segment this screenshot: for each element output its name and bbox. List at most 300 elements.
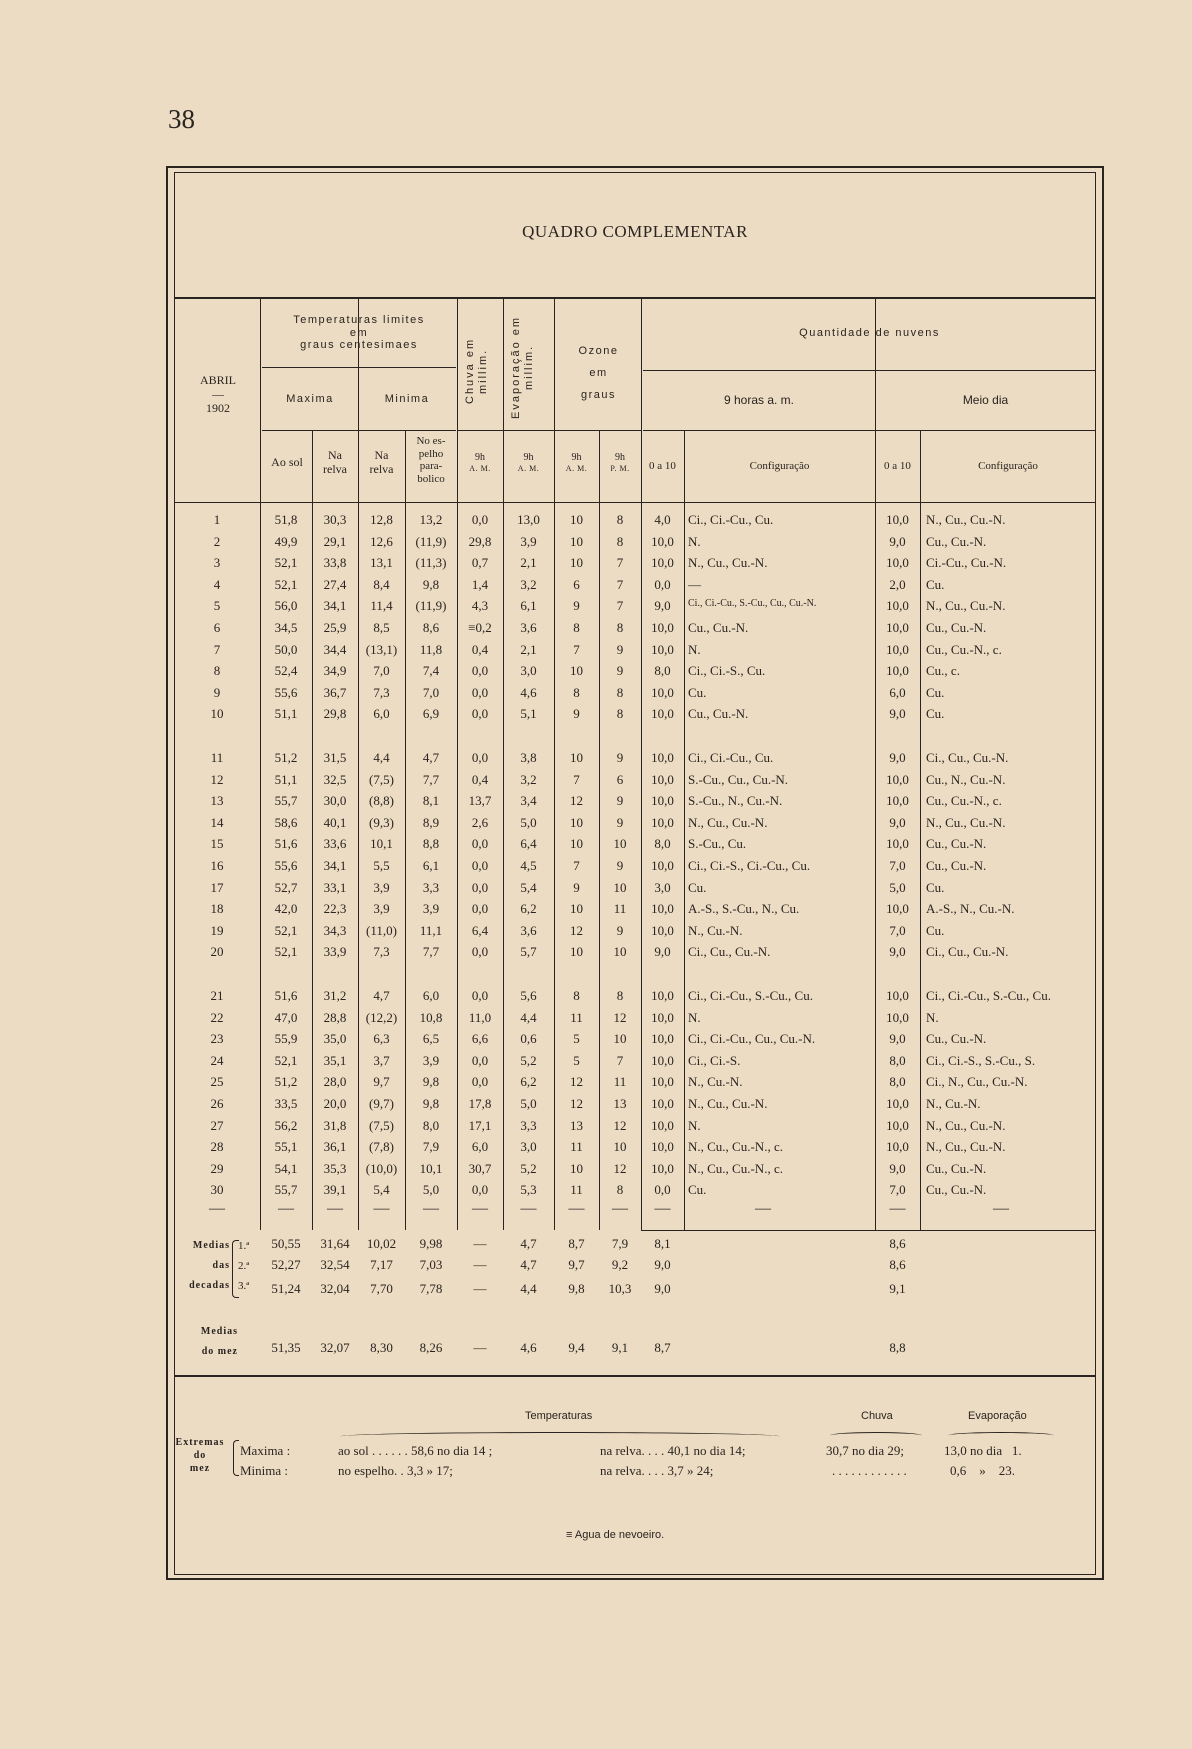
table-cell: 5,2 — [520, 1052, 537, 1068]
label-line: Medias — [192, 1240, 230, 1251]
table-cell: 3,9 — [373, 879, 390, 895]
table-cell: 10 — [613, 944, 627, 960]
medias-cell: 8,6 — [889, 1236, 906, 1251]
table-cell: 51,6 — [274, 988, 298, 1003]
table-cell: 8,0 — [654, 836, 671, 852]
table-cell: 13,1 — [370, 555, 393, 571]
min-relva: na relva. . . . 3,7 » 24; — [600, 1463, 714, 1478]
table-cell: 10 — [210, 706, 224, 722]
table-cell: 2 — [213, 533, 221, 549]
table-cell: (7,5) — [369, 771, 394, 787]
table-cell: 32,5 — [323, 771, 347, 787]
table-row — [174, 880, 1096, 901]
table-cell: Cu., Cu.-N. — [688, 620, 749, 635]
table-row — [174, 1096, 1096, 1117]
table-cell: 8 — [616, 988, 624, 1003]
table-cell: 7 — [573, 641, 580, 657]
medias-cell: — — [473, 1256, 487, 1272]
col-line: 9h — [523, 452, 534, 463]
table-cell: (11,3) — [415, 555, 447, 571]
table-cell: 7,3 — [373, 684, 390, 700]
table-cell: 51,1 — [274, 771, 298, 787]
table-cell: 10,0 — [886, 1096, 909, 1111]
table-cell: 4,4 — [520, 1009, 537, 1025]
medias-mez-label — [166, 1322, 238, 1362]
maxima-label: Maxima : — [240, 1443, 291, 1458]
table-cell: 51,2 — [274, 750, 298, 765]
table-cell: Ci., Ci.-Cu., S.-Cu., Cu., Cu.-N. — [688, 598, 817, 610]
table-cell: 10,0 — [886, 555, 909, 571]
medias-cell: 7,03 — [419, 1256, 443, 1272]
table-cell: 22,3 — [323, 901, 347, 917]
table-cell: Cu., Cu.-N. — [926, 1160, 987, 1176]
table-cell: Cu., c. — [926, 663, 960, 679]
table-cell: 9 — [616, 641, 624, 657]
temps-group-line: graus centesimaes — [300, 339, 418, 352]
table-cell: 56,0 — [274, 598, 298, 614]
label-line: mez — [189, 1463, 211, 1474]
col-line: Na — [374, 448, 389, 462]
table-cell: 3,3 — [422, 879, 440, 895]
col-line: 9h — [571, 452, 582, 463]
table-cell: 7,0 — [889, 922, 906, 938]
table-cell: 9 — [573, 706, 580, 722]
table-cell: 2,1 — [520, 555, 537, 571]
table-cell: 10,0 — [651, 684, 674, 700]
table-cell: 5,4 — [373, 1182, 390, 1198]
table-cell: 10,0 — [651, 922, 674, 938]
table-cell: 33,8 — [323, 555, 347, 571]
label-line: do — [193, 1450, 207, 1461]
table-cell: 9,8 — [422, 1096, 440, 1111]
table-cell: 6,3 — [373, 1031, 390, 1047]
table-cell: 8,4 — [373, 576, 390, 592]
table-row — [174, 577, 1096, 598]
table-cell: 52,7 — [274, 879, 298, 895]
extremas-top-rule — [174, 1375, 1096, 1377]
maxima-header: Maxima — [286, 393, 334, 405]
table-cell: N., Cu.-N. — [688, 1074, 743, 1090]
table-cell: 2,0 — [889, 576, 906, 592]
col-line: No es- — [416, 435, 446, 447]
table-cell: 52,1 — [274, 922, 298, 938]
table-cell: Ci., Ci.-Cu., Cu. — [688, 512, 774, 527]
table-cell: 10 — [570, 944, 583, 960]
table-cell: 7,7 — [422, 771, 440, 787]
table-cell: Cu., Cu.-N. — [926, 620, 987, 635]
table-cell: (11,9) — [415, 598, 447, 614]
medias-cell: 9,1 — [889, 1281, 906, 1296]
table-cell: 29,1 — [323, 533, 347, 549]
medias-cell: 9,7 — [568, 1256, 585, 1272]
table-cell: 8 — [616, 1182, 624, 1198]
table-cell: 36,7 — [323, 684, 347, 700]
medias-cell: 9,8 — [568, 1281, 585, 1296]
table-cell: N., Cu., Cu.-N. — [926, 1139, 1006, 1155]
table-cell: 10 — [570, 814, 583, 830]
table-cell: 12,8 — [370, 512, 393, 527]
ozone-line: Ozone — [578, 345, 619, 357]
table-cell: 10,0 — [651, 706, 674, 722]
table-cell: 8,0 — [889, 1052, 906, 1068]
table-cell: 51,8 — [274, 512, 298, 527]
col-0a10-am: 0 a 10 — [649, 460, 676, 472]
table-cell: 10,0 — [651, 901, 674, 917]
table-cell: Cu., Cu.-N., c. — [926, 641, 1002, 657]
table-cell: 10,0 — [651, 771, 674, 787]
nuvens-meio-header: Meio dia — [962, 393, 1009, 407]
table-row — [174, 706, 1096, 727]
table-cell: 9 — [616, 814, 624, 830]
table-cell: N. — [688, 1117, 701, 1133]
table-row — [174, 750, 1096, 771]
table-cell: 19 — [210, 922, 224, 938]
table-cell: 12 — [570, 1096, 583, 1111]
table-row — [174, 663, 1096, 684]
col-line: pelho — [418, 447, 444, 460]
table-row — [174, 534, 1096, 555]
medias-cell: 7,78 — [419, 1281, 443, 1296]
table-cell: 5,4 — [520, 879, 537, 895]
table-cell: 0,0 — [471, 879, 489, 895]
table-cell: 8,8 — [422, 836, 440, 852]
table-cell: 23 — [210, 1031, 224, 1047]
table-cell: 9 — [213, 684, 221, 700]
table-cell: 10,0 — [651, 1160, 674, 1176]
table-cell: 40,1 — [323, 814, 347, 830]
table-cell: 0,7 — [471, 555, 489, 571]
table-cell: 11 — [570, 1139, 583, 1155]
table-cell: 10,0 — [886, 901, 909, 917]
table-cell: 52,1 — [274, 1052, 298, 1068]
col-line: relva — [323, 461, 347, 476]
table-cell: 51,1 — [274, 706, 298, 722]
table-row — [174, 1053, 1096, 1074]
table-cell: 34,3 — [323, 922, 347, 938]
medias-cell: 9,0 — [654, 1256, 671, 1272]
table-cell: 11 — [613, 901, 627, 917]
table-cell: 10,0 — [651, 1117, 674, 1133]
table-row — [174, 598, 1096, 619]
table-cell: 5,5 — [373, 858, 390, 873]
table-cell: 5,7 — [520, 944, 537, 960]
table-cell: N., Cu., Cu.-N. — [688, 1096, 768, 1111]
table-cell: 3,8 — [520, 750, 537, 765]
table-cell: 6,4 — [471, 922, 489, 938]
table-cell: Ci., Ci.-S., Cu. — [688, 663, 766, 679]
table-cell: 20,0 — [323, 1096, 347, 1111]
col-line: A. M. — [469, 463, 491, 473]
page-number: 38 — [168, 104, 195, 134]
medias-cell: 4,7 — [520, 1236, 537, 1251]
medias-cell: 8,8 — [889, 1340, 906, 1355]
table-cell: 0,0 — [654, 576, 671, 592]
table-cell: 8 — [616, 512, 624, 527]
table-cell: 3,0 — [520, 1139, 537, 1155]
table-cell: 0,0 — [654, 1182, 671, 1198]
table-cell: Ci., Ci.-S., Ci.-Cu., Cu. — [688, 858, 811, 873]
table-cell: Cu., Cu.-N. — [926, 1031, 987, 1047]
table-cell: 5,0 — [520, 1096, 537, 1111]
table-cell: 52,1 — [274, 944, 298, 960]
label-line: decadas — [189, 1280, 230, 1291]
dash-mark: — — [993, 1200, 1009, 1217]
table-cell: 8 — [616, 620, 624, 635]
table-cell: 10,1 — [370, 836, 393, 852]
table-cell: Ci., Ci.-S., S.-Cu., S. — [926, 1052, 1036, 1068]
table-cell: 6,0 — [422, 988, 440, 1003]
medias-cell: 4,7 — [520, 1256, 537, 1272]
dash-mark: — — [373, 1200, 390, 1217]
table-cell: 12 — [613, 1117, 627, 1133]
table-cell: 35,1 — [323, 1052, 347, 1068]
table-cell: 10,0 — [886, 1009, 909, 1025]
table-cell: 10 — [570, 836, 583, 852]
medias-top-rule — [641, 1230, 1096, 1231]
table-cell: 9,0 — [889, 944, 906, 960]
table-cell: Ci., Ci.-Cu., Cu., Cu.-N. — [688, 1031, 816, 1047]
table-cell: 10 — [570, 750, 583, 765]
table-cell: 5 — [573, 1052, 580, 1068]
table-cell: 10,0 — [886, 988, 909, 1003]
table-cell: N., Cu.-N. — [688, 922, 743, 938]
table-row — [174, 642, 1096, 663]
table-row — [174, 512, 1096, 533]
table-cell: 3,9 — [422, 1052, 440, 1068]
nuvens-header: Quantidade de nuvens — [799, 327, 940, 339]
table-cell: 29 — [210, 1160, 224, 1176]
table-cell: 31,8 — [323, 1117, 347, 1133]
table-cell: 10,0 — [886, 512, 909, 527]
table-cell: 9,8 — [422, 1074, 440, 1090]
table-cell: 7 — [616, 598, 624, 614]
table-cell: N., Cu., Cu.-N. — [926, 1117, 1006, 1133]
table-cell: 27,4 — [323, 576, 347, 592]
col-line: relva — [369, 461, 394, 476]
medias-cell: 8,30 — [370, 1340, 393, 1355]
table-cell: Cu., Cu.-N. — [926, 1182, 987, 1198]
table-cell: 6,2 — [520, 1074, 537, 1090]
table-cell: 47,0 — [274, 1009, 298, 1025]
table-row — [174, 772, 1096, 793]
table-cell: 13 — [210, 793, 224, 809]
table-cell: 5 — [213, 598, 221, 614]
table-cell: 52,4 — [274, 663, 298, 679]
min-chuva: . . . . . . . . . . . . — [832, 1463, 907, 1478]
table-cell: 20 — [210, 944, 224, 960]
table-cell: N., Cu., Cu.-N. — [926, 814, 1006, 830]
table-cell: 8,9 — [422, 814, 440, 830]
dash-mark: — — [654, 1200, 671, 1217]
table-cell: (8,8) — [369, 793, 394, 809]
table-cell: 55,7 — [274, 1182, 298, 1198]
table-cell: 8 — [616, 533, 624, 549]
medias-row — [174, 1236, 1096, 1257]
table-cell: 10,0 — [886, 620, 909, 635]
table-cell: 9 — [616, 750, 624, 765]
table-cell: 0,0 — [471, 1074, 489, 1090]
table-cell: 24 — [210, 1052, 224, 1068]
table-cell: Ci.-Cu., Cu.-N. — [926, 555, 1007, 571]
dash-mark: — — [423, 1200, 439, 1217]
table-cell: 10,0 — [651, 1074, 674, 1090]
table-cell: 10,0 — [886, 1139, 909, 1155]
table-cell: 7 — [616, 576, 624, 592]
table-cell: 8,0 — [889, 1074, 906, 1090]
table-cell: 9 — [616, 858, 624, 873]
table-cell: 8,0 — [422, 1117, 440, 1133]
table-cell: 28,0 — [323, 1074, 347, 1090]
col-line: A. M. — [517, 463, 540, 473]
table-cell: 10,0 — [651, 1096, 674, 1111]
table-cell: 30,7 — [468, 1160, 492, 1176]
table-cell: 5 — [573, 1031, 580, 1047]
table-cell: 3,0 — [520, 663, 537, 679]
table-cell: — — [688, 576, 701, 592]
table-cell: 0,4 — [471, 641, 489, 657]
table-cell: 13 — [613, 1096, 627, 1111]
table-cell: 10,0 — [886, 641, 909, 657]
table-cell: 6,1 — [520, 598, 537, 614]
table-cell: Ci., Ci.-Cu., Cu. — [688, 750, 774, 765]
table-cell: 8,5 — [373, 620, 390, 635]
medias-cell: 8,6 — [889, 1256, 906, 1272]
temps-group-line: Temperaturas limites — [293, 314, 425, 326]
table-cell: 11 — [210, 750, 224, 765]
table-cell: 3 — [213, 555, 221, 571]
table-cell: 34,1 — [323, 858, 347, 873]
table-cell: 30,3 — [323, 512, 347, 527]
table-cell: 10 — [570, 533, 583, 549]
table-cell: 7 — [616, 555, 624, 571]
medias-cell: 8,26 — [419, 1340, 443, 1355]
table-cell: 6,4 — [520, 836, 537, 852]
table-cell: 10,0 — [886, 1117, 909, 1133]
extremas-brace — [233, 1440, 239, 1476]
table-title: QUADRO COMPLEMENTAR — [522, 222, 748, 241]
table-cell: 0,0 — [471, 684, 489, 700]
table-cell: 4,6 — [520, 684, 537, 700]
table-cell: Ci., Cu., Cu.-N. — [926, 750, 1009, 765]
dash-mark: — — [327, 1200, 343, 1217]
table-cell: 10,0 — [886, 793, 909, 809]
chuva-header: Chuva em millim. — [464, 337, 489, 405]
table-cell: Ci., Cu., Cu.-N. — [688, 944, 771, 960]
table-cell: 7 — [573, 771, 580, 787]
year-label: 1902 — [206, 401, 230, 415]
table-cell: ≡0,2 — [468, 620, 492, 635]
table-cell: 5,0 — [889, 879, 906, 895]
table-cell: 10,0 — [886, 771, 909, 787]
table-cell: 9 — [616, 922, 624, 938]
max-chuva: 30,7 no dia 29; — [826, 1443, 904, 1458]
table-cell: 11 — [570, 1009, 583, 1025]
extremas-chuva-rule — [830, 1432, 922, 1439]
table-cell: 9,0 — [889, 533, 906, 549]
table-cell: 3,9 — [373, 901, 390, 917]
nuvens-9h-header: 9 horas a. m. — [723, 393, 795, 407]
table-cell: 5,6 — [520, 988, 537, 1003]
table-cell: 18 — [210, 901, 224, 917]
table-cell: 6 — [573, 576, 580, 592]
month-label: ABRIL — [200, 373, 236, 387]
table-cell: 7 — [616, 1052, 624, 1068]
table-cell: (11,0) — [366, 922, 397, 938]
table-cell: 30,0 — [323, 793, 347, 809]
ozone-line: em — [589, 367, 608, 379]
table-cell: 3,2 — [520, 576, 537, 592]
table-cell: 8,0 — [654, 663, 671, 679]
table-cell: 22 — [210, 1009, 224, 1025]
table-cell: 0,0 — [471, 836, 489, 852]
table-cell: 3,6 — [520, 620, 537, 635]
table-cell: 0,4 — [471, 771, 489, 787]
medias-cell: 7,9 — [611, 1236, 629, 1251]
table-cell: 10,8 — [419, 1009, 443, 1025]
medias-cell: 4,4 — [520, 1281, 537, 1296]
table-cell: (9,3) — [369, 814, 394, 830]
table-cell: Ci., Ci.-Cu., S.-Cu., Cu. — [926, 988, 1051, 1003]
table-row — [174, 1031, 1096, 1052]
table-row — [174, 836, 1096, 857]
table-cell: 4,5 — [520, 858, 537, 873]
table-cell: Cu. — [926, 879, 945, 895]
table-cell: 3,4 — [520, 793, 537, 809]
table-cell: 9,7 — [373, 1074, 390, 1090]
dash-mark: — — [472, 1200, 488, 1217]
medias-cell: 4,6 — [520, 1340, 537, 1355]
table-cell: 51,2 — [274, 1074, 298, 1090]
table-cell: 30 — [210, 1182, 224, 1198]
table-cell: 6 — [616, 771, 624, 787]
table-cell: 9,0 — [889, 1160, 906, 1176]
table-cell: 52,1 — [274, 555, 298, 571]
table-cell: 10,0 — [651, 858, 674, 873]
table-row — [174, 1161, 1096, 1182]
table-cell: 0,0 — [471, 1052, 489, 1068]
table-cell: 8 — [573, 988, 580, 1003]
col-ao-sol: Ao sol — [271, 455, 303, 469]
extremas-label — [172, 1436, 228, 1475]
extremas-evap-rule — [948, 1432, 1054, 1439]
table-cell: N., Cu., Cu.-N. — [688, 555, 768, 571]
table-cell: 3,7 — [373, 1052, 390, 1068]
dash-mark: — — [568, 1200, 585, 1217]
table-cell: 9,0 — [889, 1031, 906, 1047]
table-cell: 3,0 — [654, 879, 671, 895]
table-cell: 26 — [210, 1096, 224, 1111]
table-cell: 9 — [573, 879, 580, 895]
extremas-temps-title: Temperaturas — [525, 1410, 593, 1422]
table-cell: 10 — [570, 555, 583, 571]
table-cell: 17,1 — [468, 1117, 492, 1133]
table-cell: 33,6 — [323, 836, 347, 852]
table-cell: 10,0 — [651, 555, 674, 571]
table-cell: (12,2) — [365, 1009, 398, 1025]
table-cell: 56,2 — [274, 1117, 298, 1133]
table-cell: 7 — [213, 641, 221, 657]
minima-header: Minima — [384, 393, 430, 405]
table-cell: 9 — [616, 663, 624, 679]
table-cell: Ci., Ci.-S. — [688, 1052, 741, 1068]
table-cell: N., Cu., Cu.-N. — [926, 512, 1006, 527]
table-cell: 3,9 — [520, 533, 537, 549]
table-cell: 42,0 — [274, 901, 298, 917]
dash-mark: — — [889, 1200, 906, 1217]
col-line: 9h — [475, 452, 485, 463]
table-cell: 29,8 — [323, 706, 347, 722]
table-cell: 8 — [616, 684, 624, 700]
